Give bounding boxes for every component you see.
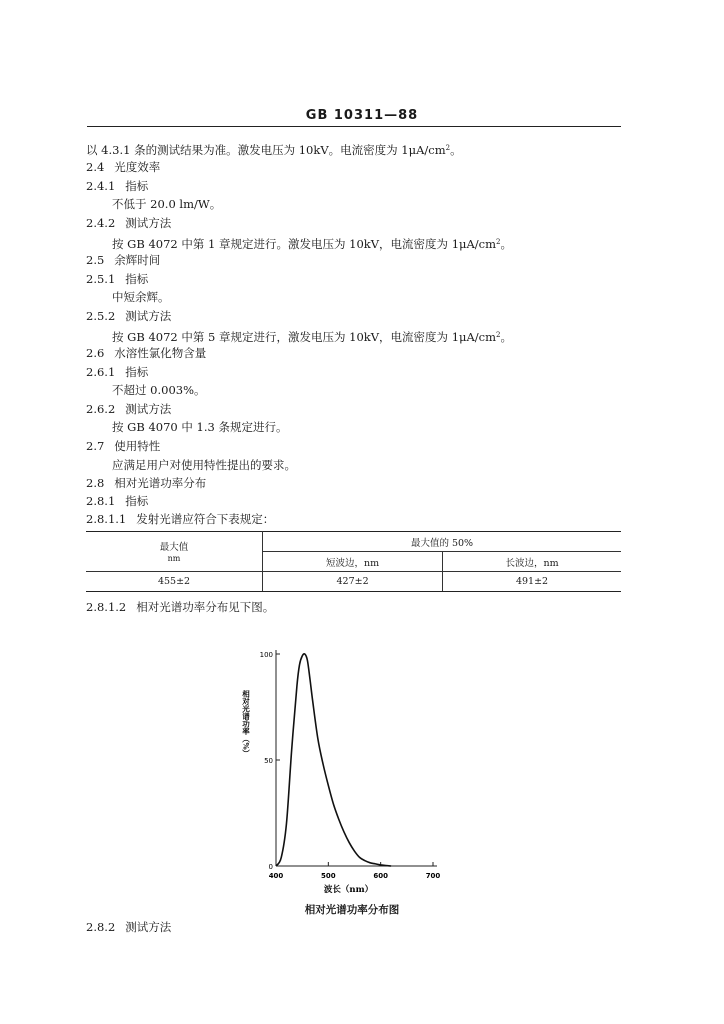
- section-2-5-2: 2.5.2 测试方法: [86, 309, 172, 323]
- half-max-header-cell: 最大值的 50%: [263, 532, 621, 552]
- section-2-8-2: 2.8.2 测试方法: [86, 920, 172, 934]
- section-2-8-1-1: 2.8.1.1 发射光谱应符合下表规定：: [86, 512, 275, 526]
- header-rule: [87, 126, 621, 127]
- section-2-8-1: 2.8.1 指标: [86, 494, 149, 508]
- section-2-7: 2.7 使用特性: [86, 439, 161, 453]
- section-2-5: 2.5 余辉时间: [86, 253, 161, 267]
- emission-spectrum-table: [86, 531, 621, 592]
- section-2-6-2: 2.6.2 测试方法: [86, 402, 172, 416]
- section-2-5-2-text: 按 GB 4072 中第 5 章规定进行，激发电压为 10kV，电流密度为 $1\mu A/cm^2$。: [112, 330, 512, 344]
- section-2-6: 2.6 水溶性氯化物含量: [86, 346, 207, 360]
- chart-caption: 相对光谱功率分布图: [304, 904, 400, 916]
- x-tick-label: 600: [373, 872, 388, 880]
- section-2-7-text: 应满足用户对使用特性提出的要求。: [112, 458, 296, 472]
- y-axis-label: 相对光谱功率（%）: [241, 690, 251, 758]
- x-tick-label: 500: [321, 872, 336, 880]
- section-2-4-1: 2.4.1 指标: [86, 179, 149, 193]
- section-2-5-1-text: 中短余辉。: [112, 290, 170, 304]
- section-2-8-1-2: 2.8.1.2 相对光谱功率分布见下图。: [86, 600, 275, 614]
- section-2-4-2-text: 按 GB 4072 中第 1 章规定进行。激发电压为 10kV，电流密度为 $1\mu A/cm^2$。: [112, 237, 512, 251]
- section-2-4-1-text: 不低于 20.0 lm/W。: [112, 197, 222, 211]
- y-tick-label: 50: [264, 757, 273, 765]
- y-tick-label: 100: [259, 651, 273, 659]
- x-tick-label: 400: [268, 872, 284, 880]
- section-2-5-1: 2.5.1 指标: [86, 272, 149, 286]
- peak-header-cell: 最大值 nm: [86, 532, 263, 572]
- short-edge-header-cell: 短波边，nm: [263, 552, 443, 572]
- spectrum-curve: [276, 654, 391, 866]
- short-edge-value-cell: 427±2: [263, 572, 443, 592]
- intro-line: 以 4.3.1 条的测试结果为准。激发电压为 10kV。电流密度为 $1\mu A/cm^2$。: [86, 143, 462, 157]
- section-2-6-1-text: 不超过 0.003%。: [112, 383, 206, 397]
- y-tick-label: 0: [268, 863, 273, 871]
- long-edge-header-cell: 长波边，nm: [443, 552, 621, 572]
- x-tick-label: 700: [425, 872, 441, 880]
- page-header: GB 10311—88: [305, 108, 419, 123]
- x-axis-label: 波长（nm）: [323, 885, 374, 895]
- section-2-6-2-text: 按 GB 4070 中 1.3 条规定进行。: [112, 420, 288, 434]
- long-edge-value-cell: 491±2: [443, 572, 621, 592]
- section-2-6-1: 2.6.1 指标: [86, 365, 149, 379]
- spectrum-chart: [230, 640, 460, 900]
- section-2-8: 2.8 相对光谱功率分布: [86, 476, 207, 490]
- section-2-4-2: 2.4.2 测试方法: [86, 216, 172, 230]
- peak-value-cell: 455±2: [86, 572, 263, 592]
- section-2-4: 2.4 光度效率: [86, 160, 161, 174]
